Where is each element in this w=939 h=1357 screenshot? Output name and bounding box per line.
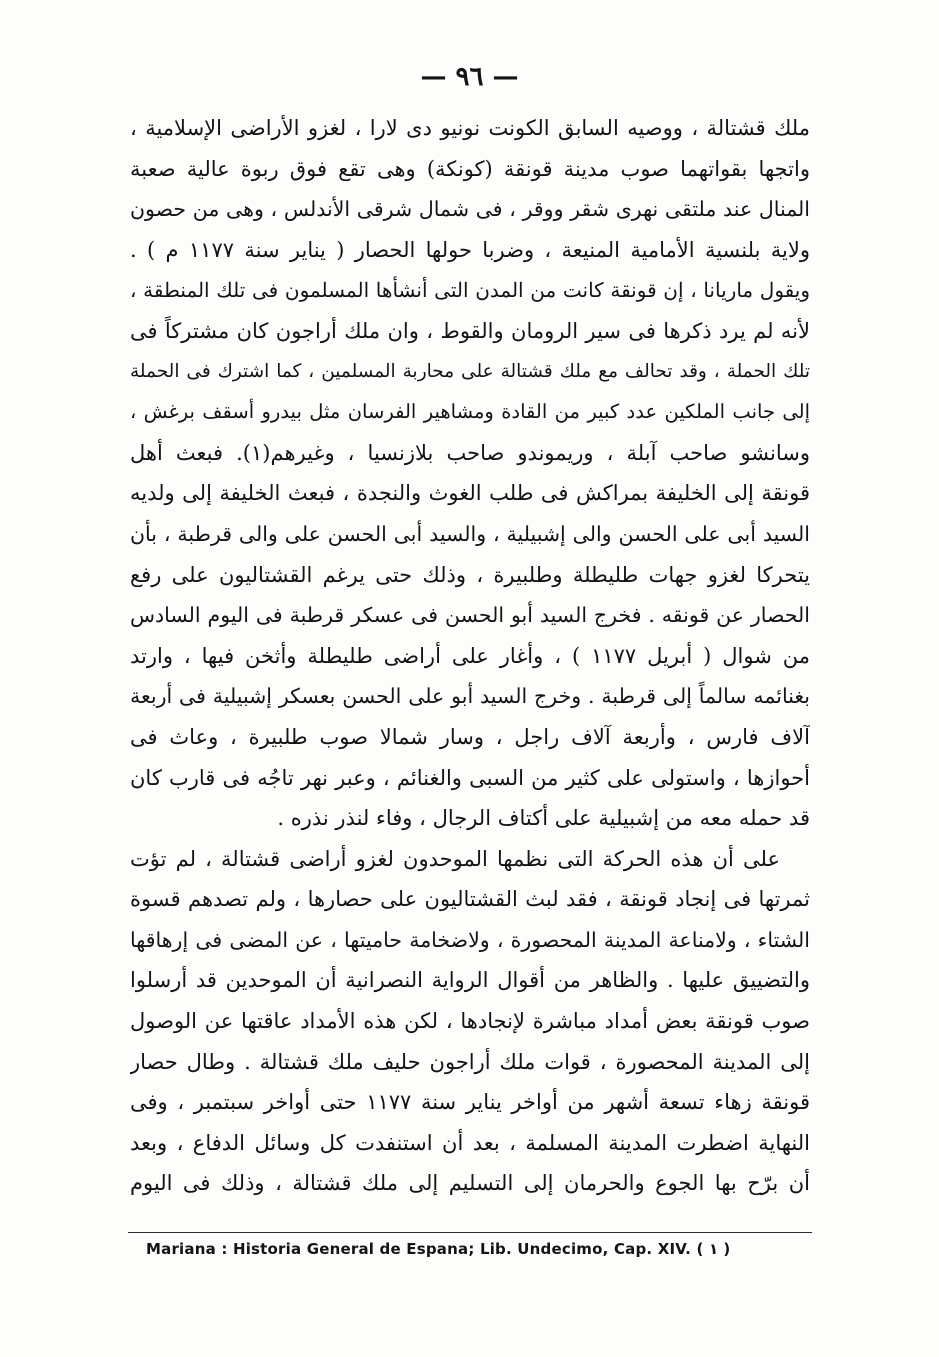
text-line: تلك الحملة ، وقد تحالف مع ملك قشتالة على محاربة المسلمين ، كما اشترك فى الحملة [130,360,810,382]
text-line: صوب قونقة بعض أمداد مباشرة لإنجادها ، لكن هذه الأمداد عاقتها عن الوصول [130,1009,810,1034]
text-line: من شوال ( أبريل ١١٧٧ ) ، وأغار على أراضى طليطلة وأثخن فيها ، وارتد [130,643,810,668]
body-text [130,108,810,1204]
text-line: ثمرتها فى إنجاد قونقة ، فقد لبث القشتاليون على حصارها ، ولم تصدهم قسوة [130,887,810,912]
text-line: قونقة زهاء تسعة أشهر من أواخر يناير سنة ١١٧٧ حتى أواخر سبتمبر ، وفى [130,1090,810,1115]
text-line: أحوازها ، واستولى على كثير من السبى والغنائم ، وعبر نهر تاجُه فى قارب كان [130,765,810,790]
text-line: يتحركا لغزو جهات طليطلة وطلبيرة ، وذلك حتى يرغم القشتاليون على رفع [130,562,810,587]
text-line: بغنائمه سالماً إلى قرطبة . وخرج السيد أبو على الحسن بعسكر إشبيلية فى أربعة [130,684,810,709]
text-line: المنال عند ملتقى نهرى شقر ووقر ، فى شمال شرقى الأندلس ، وهى من حصون [130,197,810,222]
footnote: Mariana : Historia General de Espana; Lib. Undecimo, Cap. XIV. ( ١ ) [146,1240,731,1258]
text-line: الشتاء ، ولامناعة المدينة المحصورة ، ولاضخامة حاميتها ، عن المضى فى إرهاقها [130,927,810,952]
text-line: إلى جانب الملكين عدد كبير من القادة ومشاهير الفرسان مثل بيدرو أسقف برغش ، [130,400,810,424]
text-line: واتجها بقواتهما صوب مدينة قونقة (كونكة) وهى تقع فوق ربوة عالية صعبة [130,156,810,181]
text-line: قونقة إلى الخليفة بمراكش فى طلب الغوث والنجدة ، فبعث الخليفة إلى ولديه [130,481,810,506]
text-line: إلى المدينة المحصورة ، قوات ملك أراجون حليف ملك قشتالة . وطال حصار [130,1049,810,1074]
page-number: — ٩٦ — [420,62,519,92]
text-line: على أن هذه الحركة التى نظمها الموحدون لغزو أراضى قشتالة ، لم تؤت [130,846,780,871]
text-line: أن برّح بها الجوع والحرمان إلى التسليم إلى ملك قشتالة ، وذلك فى اليوم [130,1171,810,1196]
text-line: النهاية اضطرت المدينة المسلمة ، بعد أن استنفدت كل وسائل الدفاع ، وبعد [130,1130,810,1155]
text-line: ويقول ماريانا ، إن قونقة كانت من المدن التى أنشأها المسلمون فى تلك المنطقة ، [130,278,810,303]
text-line: الحصار عن قونقه . فخرج السيد أبو الحسن فى عسكر قرطبة فى اليوم السادس [130,603,810,628]
text-line: ملك قشتالة ، ووصيه السابق الكونت نونيو دى لارا ، لغزو الأراضى الإسلامية ، [130,116,810,140]
text-line: والتضييق عليها . والظاهر من أقوال الرواية النصرانية أن الموحدين قد أرسلوا [130,968,810,993]
footnote-divider [128,1232,812,1233]
text-line: قد حمله معه من إشبيلية على أكتاف الرجال ، وفاء لنذر نذره . [277,806,810,831]
text-line: لأنه لم يرد ذكرها فى سير الرومان والقوط ، وان ملك أراجون كان مشتركاً فى [130,318,810,343]
text-line: ولاية بلنسية الأمامية المنيعة ، وضربا حولها الحصار ( يناير سنة ١١٧٧ م ) . [130,237,810,262]
text-line: وسانشو صاحب آبلة ، وريموندو صاحب بلازنسيا ، وغيرهم(١). فبعث أهل [130,440,810,465]
text-line: آلاف فارس ، وأربعة آلاف راجل ، وسار شمالا صوب طلبيرة ، وعاث فى [130,724,810,749]
text-line: السيد أبى على الحسن والى إشبيلية ، والسيد أبى الحسن على والى قرطبة ، بأن [130,521,810,546]
